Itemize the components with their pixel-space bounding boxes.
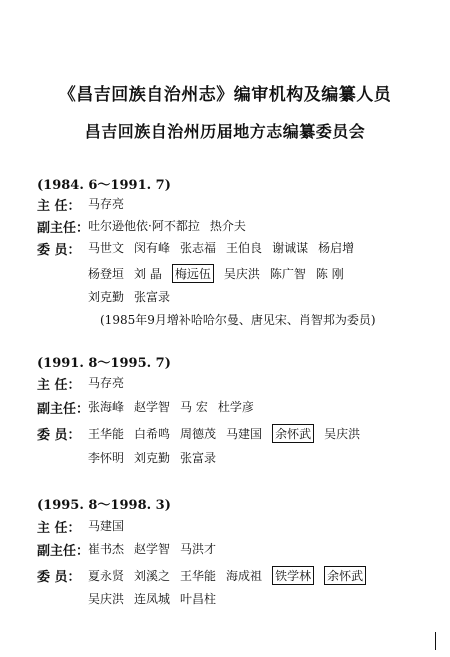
page-title: 《昌吉回族自治州志》编审机构及编纂人员 (58, 85, 392, 105)
member-names: 王华能 白希鸣 周德茂 马建国 余怀武 吴庆洪 (88, 424, 370, 443)
period-label: (1991. 8～1995. 7) (37, 356, 171, 371)
role-label: 委 员： (37, 428, 81, 443)
director-name: 马存亮 (88, 376, 125, 390)
period-label: (1995. 8～1998. 3) (37, 498, 171, 513)
boxed-name: 铁学林 (272, 566, 314, 585)
role-label: 副主任： (37, 402, 90, 417)
page-edge-mark (435, 632, 436, 650)
member-names: 刘克勤 张富录 (88, 290, 171, 304)
boxed-name: 余怀武 (272, 424, 314, 443)
role-label: 主 任： (37, 378, 81, 393)
boxed-name: 梅远伍 (172, 264, 214, 283)
role-label: 副主任： (37, 544, 90, 559)
deputy-names: 崔书杰 赵学智 马洪才 (88, 542, 217, 556)
member-names: 夏永贤 刘溪之 王华能 海成祖 铁学林 余怀武 (88, 566, 376, 585)
deputy-names: 吐尔逊他依·阿不都拉 热介夫 (88, 219, 246, 233)
member-names: 吴庆洪 连凤城 叶昌柱 (88, 592, 217, 606)
deputy-names: 张海峰 赵学智 马 宏 杜学彦 (88, 400, 254, 414)
role-label: 副主任： (37, 221, 90, 236)
period-label: (1984. 6～1991. 7) (37, 178, 171, 193)
role-label: 主 任： (37, 521, 81, 536)
role-label: 委 员： (37, 570, 81, 585)
member-names: 马世文 闵有峰 张志福 王伯良 谢诚谋 杨启增 (88, 241, 355, 255)
member-names: 李怀明 刘克勤 张富录 (88, 451, 217, 465)
role-label: 主 任： (37, 199, 81, 214)
boxed-name: 余怀武 (324, 566, 366, 585)
page-subtitle: 昌吉回族自治州历届地方志编纂委员会 (84, 122, 366, 141)
note-text: (1985年9月增补哈哈尔曼、唐见宋、肖智邦为委员) (100, 313, 376, 327)
member-names: 杨登垣 刘 晶 梅远伍 吴庆洪 陈广智 陈 刚 (88, 264, 354, 283)
director-name: 马建国 (88, 519, 125, 533)
role-label: 委 员： (37, 243, 81, 258)
director-name: 马存亮 (88, 197, 125, 211)
